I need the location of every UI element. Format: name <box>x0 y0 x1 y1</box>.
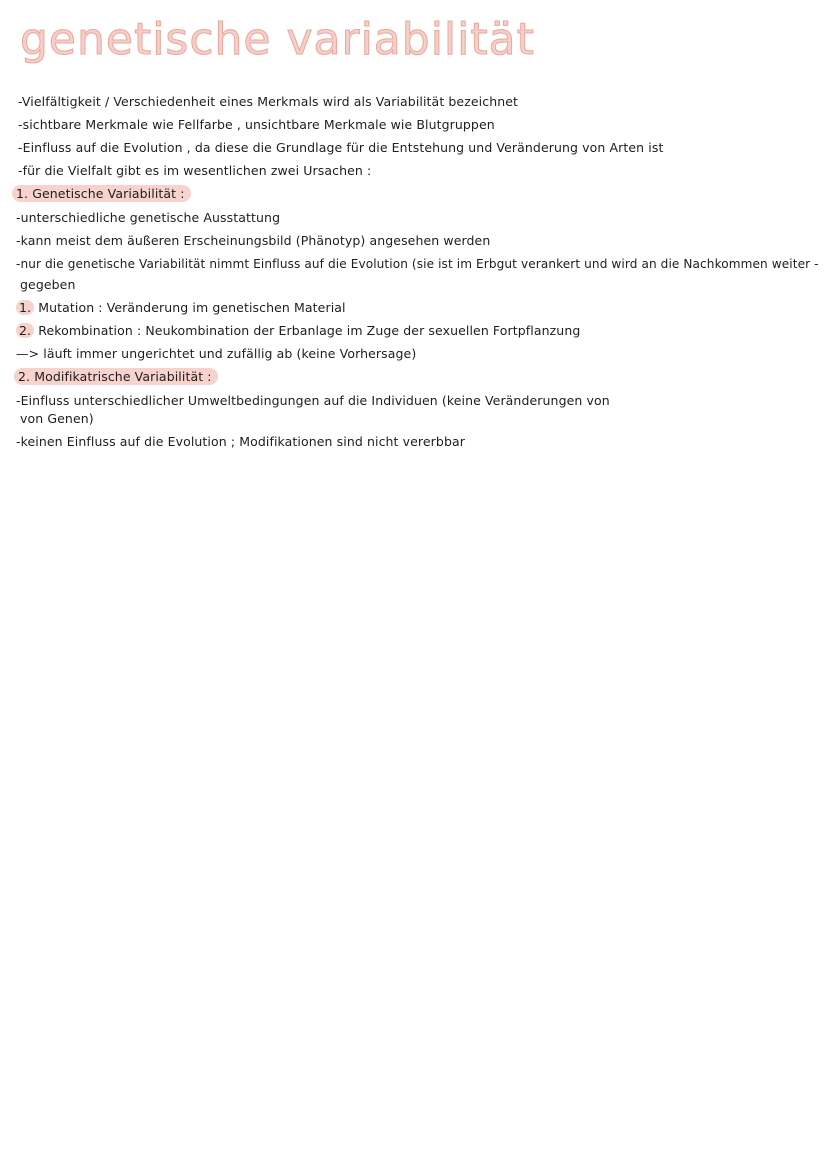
section-heading-genetic <box>12 186 191 202</box>
genetic-line-1: -unterschiedliche genetische Ausstattung <box>16 210 281 225</box>
intro-line-3: -Einfluss auf die Evolution , da diese die Grundlage für die Entstehung und Veränderung von Arten ist <box>18 140 664 155</box>
intro-line-1: -Vielfältigkeit / Verschiedenheit eines Merkmals wird als Variabilität bezeichnet <box>18 94 519 109</box>
list-item-mutation <box>16 300 346 316</box>
modification-line-3: -keinen Einfluss auf die Evolution ; Modifikationen sind nicht vererbbar <box>16 434 465 449</box>
genetic-conclusion-line: —> läuft immer ungerichtet und zufällig ab (keine Vorhersage) <box>16 346 417 361</box>
list-item-mutation-number: 1. <box>16 300 34 315</box>
section-heading-modification <box>14 369 218 385</box>
section-heading-genetic-highlight: 1. Genetische Variabilität : <box>12 185 191 202</box>
intro-line-4: -für die Vielfalt gibt es im wesentlichen zwei Ursachen : <box>18 163 372 178</box>
list-item-recombination <box>16 323 580 339</box>
genetic-line-3: -nur die genetische Variabilität nimmt Einfluss auf die Evolution (sie ist im Erbgut verankert und wird an die Nachkommen weiter - <box>16 257 819 271</box>
modification-line-2: von Genen) <box>20 411 94 426</box>
list-item-mutation-text: Mutation : Veränderung im genetischen Material <box>38 300 346 315</box>
page-title: genetische variabilität <box>20 14 535 65</box>
intro-line-2: -sichtbare Merkmale wie Fellfarbe , unsichtbare Merkmale wie Blutgruppen <box>18 117 495 132</box>
genetic-line-2: -kann meist dem äußeren Erscheinungsbild (Phänotyp) angesehen werden <box>16 233 491 248</box>
section-heading-modification-highlight: 2. Modifikatrische Variabilität : <box>14 368 218 385</box>
list-item-recombination-number: 2. <box>16 323 34 338</box>
list-item-recombination-text: Rekombination : Neukombination der Erbanlage im Zuge der sexuellen Fortpflanzung <box>38 323 581 338</box>
genetic-line-4: gegeben <box>20 277 76 292</box>
modification-line-1: -Einfluss unterschiedlicher Umweltbedingungen auf die Individuen (keine Veränderungen von <box>16 393 610 408</box>
